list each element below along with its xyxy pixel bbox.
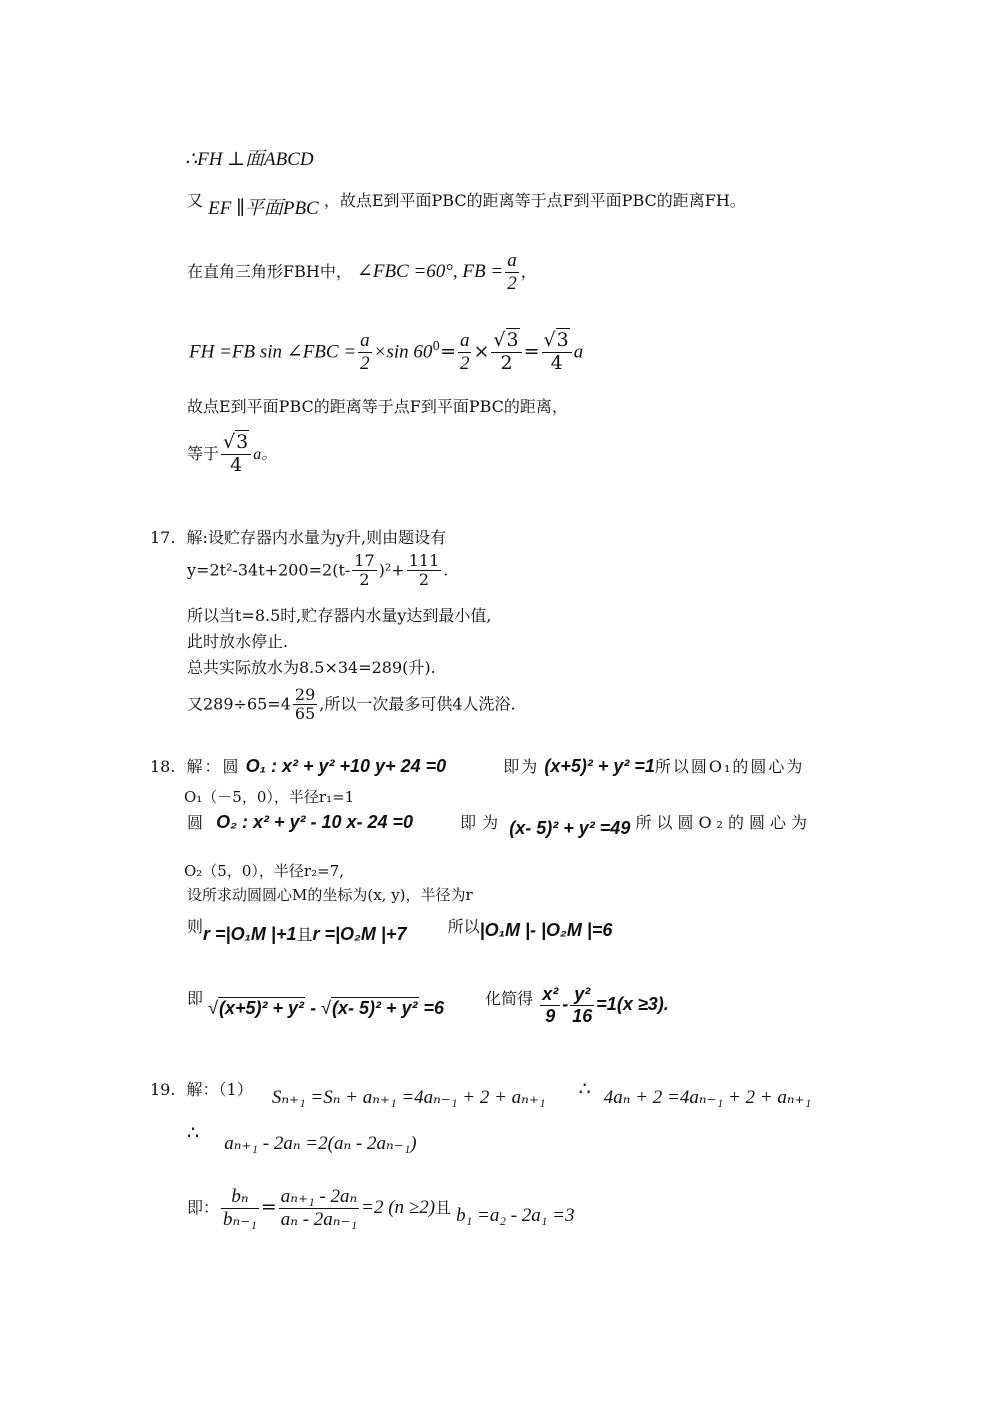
s19-line3: 即： $\frac{\text{bₙ}}{\text{bₙ₋₁}}$ = $\frac{\text{aₙ₊₁ - 2aₙ}}{\text{aₙ - 2aₙ₋₁}}$ =2 (n ≥2)且 b₁ =a₂ - 2a₁ =3 — [187, 1186, 575, 1230]
s18-line6: 则r =|O₁M |+1且r =|O₂M |+7 所以|O₁M |- |O₂M |=6 — [187, 917, 613, 944]
s17-line2: y=2t²-34t+200=2(t- $\frac{17}{2}$ )²+ $\frac{111}{2}$ . — [187, 551, 449, 590]
s19-line1: 19. 解：（1） Sₙ₊₁ =Sₙ + aₙ₊₁ =4aₙ₋₁ + 2 + aₙ₊₁ ∴ 4aₙ + 2 =4aₙ₋₁ + 2 + aₙ₊₁ — [150, 1078, 812, 1108]
s16-line6: 等于 $\frac{√3}{4}$ a。 — [187, 431, 278, 476]
s18-line2: O₁（－5，0），半径r₁=1 — [184, 788, 355, 806]
s16-line2: 又 EF ∥平面PBC ，故点E到平面PBC的距离等于点F到平面PBC的距离FH。 — [187, 191, 746, 219]
fraction-a-over-2: $\frac{a}{2}$ — [507, 250, 517, 294]
s17-line1: 17. 解:设贮存器内水量为y升,则由题设有 — [150, 528, 447, 547]
s19-line2: ∴ aₙ₊₁ - 2aₙ =2(aₙ - 2aₙ₋₁) — [187, 1122, 417, 1154]
s18-line4: O₂（5，0），半径r₂=7, — [184, 862, 344, 880]
s17-line3: 所以当t=8.5时,贮存器内水量y达到最小值, — [187, 606, 492, 625]
s18-line3: 圆 O₂ : x² + y² - 10 x- 24 =0 即为 (x- 5)² + y² =49 所以圆O₂的圆心为 — [187, 812, 812, 838]
s18-line7: 即 √(x+5)² + y² - √(x- 5)² + y² =6 化简得 $\frac{\text{x²}}{9}$ - $\frac{\text{y²}}{16}$ =1(x ≥3). — [187, 984, 669, 1026]
s17-line6: 又289÷65=4 $\frac{29}{65}$ ,所以一次最多可供4人洗浴. — [187, 685, 516, 724]
s16-line1: ∴FH ⊥面ABCD — [185, 149, 314, 170]
s18-line5: 设所求动圆圆心M的坐标为(x, y)，半径为r — [187, 886, 473, 904]
s16-line3: 在直角三角形FBH中， ∠FBC =60°, FB = $\frac{a}{2}$ ， — [187, 250, 537, 294]
s17-line4: 此时放水停止. — [187, 632, 289, 651]
s16-line5: 故点E到平面PBC的距离等于点F到平面PBC的距离， — [187, 397, 568, 416]
s16-fh-formula: FH =FB sin ∠FBC = $\frac{a}{2}$ ×sin $60^0=$ $\frac{a}{2}$ × $\frac{√3}{2}$ = $\frac{√3}{4}$ a — [189, 329, 584, 374]
s18-line1: 18. 解：圆 O₁ : x² + y² +10 y+ 24 =0 即为 (x+5)² + y² =1所以圆O₁的圆心为 — [150, 756, 805, 776]
s17-line5: 总共实际放水为8.5×34=289(升). — [187, 658, 436, 677]
